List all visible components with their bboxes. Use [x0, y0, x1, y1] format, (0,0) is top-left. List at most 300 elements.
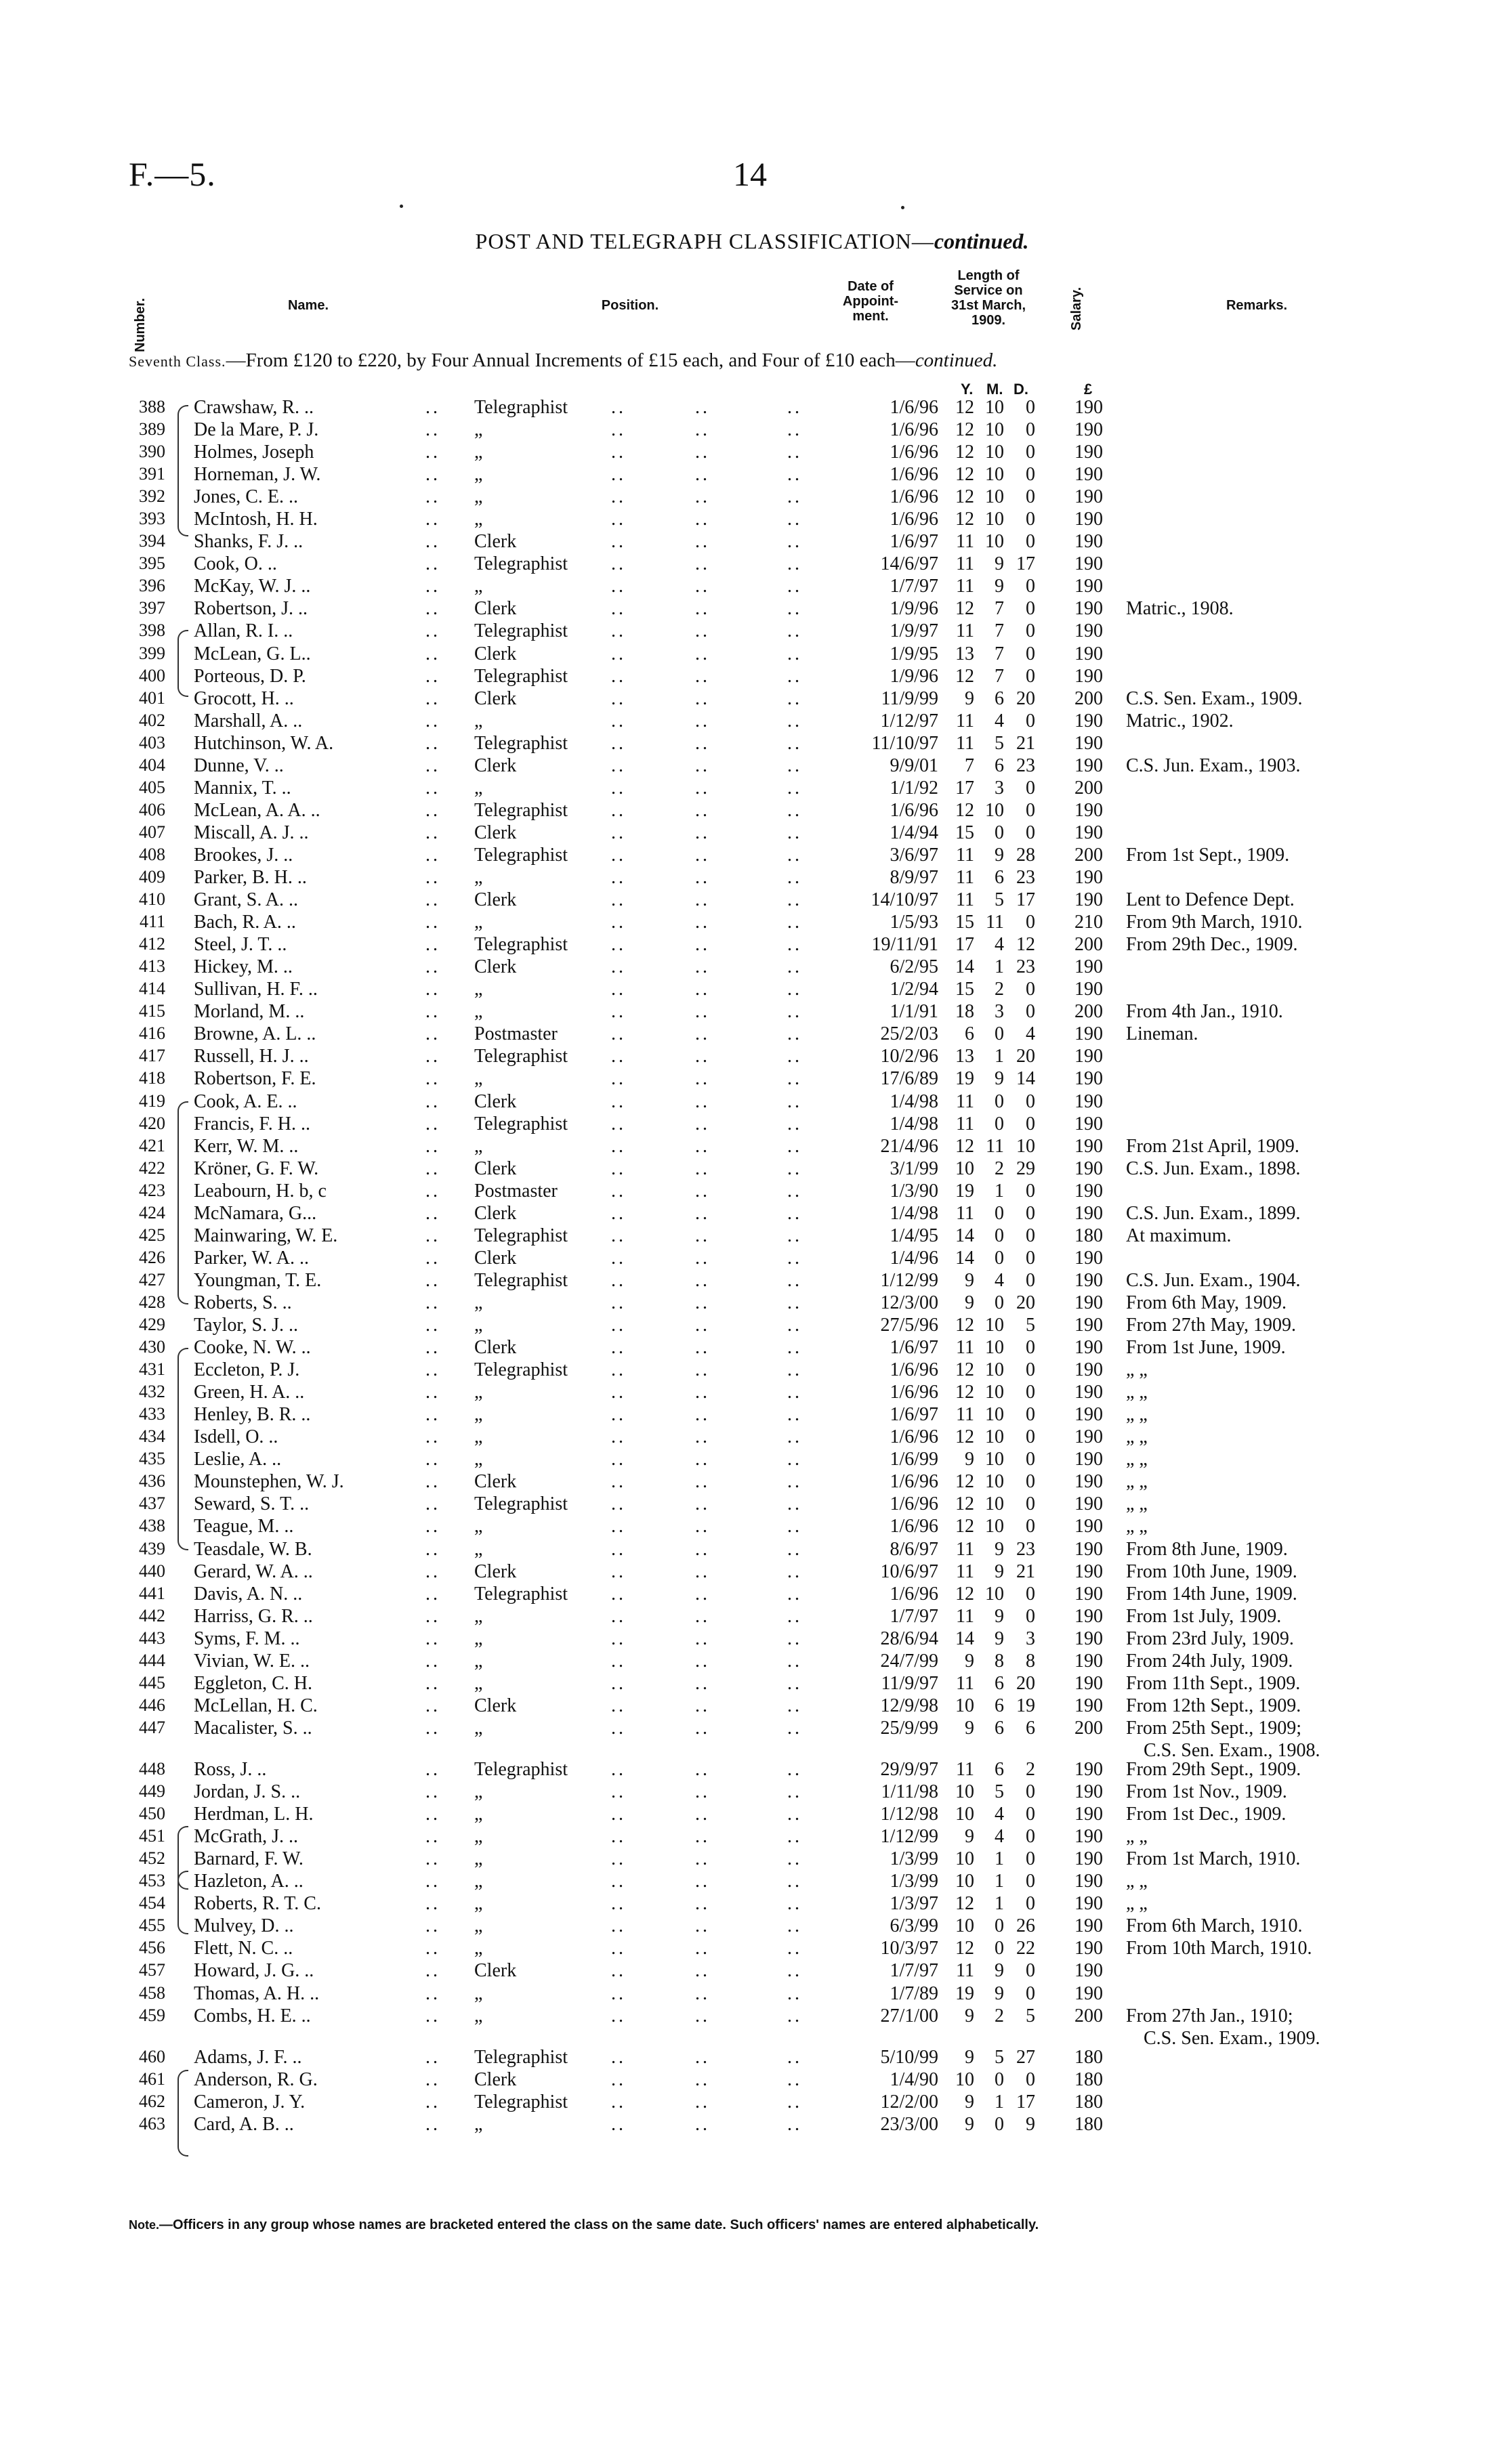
- service-days: 0: [1026, 620, 1035, 641]
- service-days: 0: [1026, 979, 1035, 1000]
- appointment-date: 11/9/97: [881, 1673, 938, 1694]
- leader-dots: ..: [695, 1561, 710, 1582]
- service-years: 9: [965, 1826, 974, 1847]
- position: „: [474, 1826, 483, 1847]
- service-days: 0: [1026, 1270, 1035, 1291]
- leader-dots: ..: [695, 2091, 710, 2112]
- leader-dots: ..: [425, 1584, 440, 1605]
- leader-dots: ..: [611, 1606, 626, 1627]
- table-row: [0, 643, 1504, 666]
- leader-dots: ..: [695, 397, 710, 418]
- service-months: 10: [985, 1315, 1004, 1336]
- leader-dots: ..: [425, 1960, 440, 1981]
- leader-dots: ..: [787, 688, 802, 709]
- salary: 190: [1074, 822, 1103, 843]
- row-number: 398: [139, 620, 165, 640]
- appointment-date: 1/4/98: [890, 1091, 938, 1112]
- service-days: 20: [1016, 688, 1035, 709]
- remarks: From 6th March, 1910.: [1126, 1915, 1303, 1936]
- leader-dots: ..: [787, 598, 802, 619]
- table-row: [0, 2005, 1504, 2028]
- salary: 200: [1074, 688, 1103, 709]
- leader-dots: ..: [787, 1426, 802, 1447]
- table-row: [0, 800, 1504, 822]
- officer-name: Seward, S. T. ..: [194, 1493, 310, 1514]
- column-header-position: Position.: [601, 298, 659, 313]
- row-number: 413: [139, 956, 165, 976]
- column-header-name: Name.: [287, 298, 329, 313]
- leader-dots: ..: [611, 710, 626, 731]
- table-row: [0, 1826, 1504, 1848]
- service-months: 10: [985, 1471, 1004, 1492]
- table-row: [0, 1628, 1504, 1651]
- appointment-date: 17/6/89: [880, 1068, 938, 1089]
- service-years: 12: [955, 419, 974, 440]
- officer-name: Cook, O. ..: [194, 553, 277, 574]
- service-years: 9: [965, 2091, 974, 2112]
- service-years: 17: [955, 934, 974, 955]
- service-months: 4: [995, 1804, 1004, 1825]
- appointment-date: 3/6/97: [890, 845, 938, 866]
- leader-dots: ..: [611, 2005, 626, 2026]
- appointment-date: 1/6/97: [890, 1337, 938, 1358]
- leader-dots: ..: [425, 1938, 440, 1959]
- remarks: From 10th March, 1910.: [1126, 1938, 1312, 1959]
- salary: 200: [1074, 1718, 1103, 1739]
- service-years: 14: [955, 1628, 974, 1649]
- leader-dots: ..: [695, 755, 710, 776]
- leader-dots: ..: [425, 576, 440, 597]
- appointment-date: 1/6/97: [890, 1404, 938, 1425]
- table-row: [0, 509, 1504, 531]
- title-continued: continued.: [934, 229, 1029, 253]
- appointment-date: 27/5/96: [880, 1315, 938, 1336]
- table-row: [0, 553, 1504, 576]
- leader-dots: ..: [425, 666, 440, 687]
- salary: 190: [1074, 1848, 1103, 1869]
- appointment-date: 1/4/95: [890, 1225, 938, 1246]
- service-months: 1: [995, 1871, 1004, 1892]
- row-number: 414: [139, 979, 165, 998]
- leader-dots: ..: [695, 1584, 710, 1605]
- leader-dots: ..: [611, 956, 626, 977]
- remarks: From 4th Jan., 1910.: [1126, 1001, 1283, 1022]
- table-row: [0, 2047, 1504, 2069]
- leader-dots: ..: [425, 956, 440, 977]
- salary: 190: [1074, 598, 1103, 619]
- service-days: 0: [1026, 1848, 1035, 1869]
- service-months: 3: [995, 778, 1004, 799]
- appointment-date: 14/6/97: [880, 553, 938, 574]
- leader-dots: ..: [787, 1404, 802, 1425]
- appointment-date: 1/3/99: [890, 1871, 938, 1892]
- row-number: 416: [139, 1023, 165, 1043]
- officer-name: Leslie, A. ..: [194, 1449, 282, 1470]
- remarks: From 1st Sept., 1909.: [1126, 845, 1290, 866]
- leader-dots: ..: [425, 889, 440, 910]
- leader-dots: ..: [611, 1848, 626, 1869]
- service-months: 10: [985, 419, 1004, 440]
- leader-dots: ..: [425, 1023, 440, 1044]
- position: Telegraphist: [474, 1493, 568, 1514]
- salary: 190: [1074, 1337, 1103, 1358]
- leader-dots: ..: [425, 1606, 440, 1627]
- position: Telegraphist: [474, 2047, 568, 2068]
- officer-name: Green, H. A. ..: [194, 1382, 305, 1403]
- leader-dots: ..: [425, 1759, 440, 1780]
- position: „: [474, 778, 483, 799]
- service-months: 9: [995, 576, 1004, 597]
- appointment-date: 25/2/03: [880, 1023, 938, 1044]
- service-years: 9: [965, 1718, 974, 1739]
- leader-dots: ..: [695, 1516, 710, 1537]
- table-row: [0, 1695, 1504, 1718]
- leader-dots: ..: [611, 2114, 626, 2135]
- remarks: From 1st March, 1910.: [1126, 1848, 1301, 1869]
- service-days: 20: [1016, 1673, 1035, 1694]
- leader-dots: ..: [787, 1826, 802, 1847]
- service-years: 12: [955, 1893, 974, 1914]
- salary: 190: [1074, 1046, 1103, 1067]
- leader-dots: ..: [787, 1893, 802, 1914]
- service-days: 0: [1026, 1359, 1035, 1380]
- service-years: 17: [955, 778, 974, 799]
- service-days: 20: [1016, 1292, 1035, 1313]
- remarks: Matric., 1902.: [1126, 710, 1234, 731]
- leader-dots: ..: [787, 1471, 802, 1492]
- officer-name: Gerard, W. A. ..: [194, 1561, 313, 1582]
- leader-dots: ..: [425, 688, 440, 709]
- salary: 190: [1074, 1270, 1103, 1291]
- leader-dots: ..: [425, 1561, 440, 1582]
- salary: 190: [1074, 1493, 1103, 1514]
- leader-dots: ..: [787, 1046, 802, 1067]
- remarks: „ „: [1126, 1404, 1148, 1425]
- leader-dots: ..: [611, 1382, 626, 1403]
- leader-dots: ..: [695, 1337, 710, 1358]
- service-days: 0: [1026, 1449, 1035, 1470]
- service-months: 7: [995, 666, 1004, 687]
- position: Telegraphist: [474, 845, 568, 866]
- leader-dots: ..: [611, 1091, 626, 1112]
- position: „: [474, 867, 483, 888]
- officer-name: Dunne, V. ..: [194, 755, 284, 776]
- leader-dots: ..: [787, 1804, 802, 1825]
- leader-dots: ..: [611, 576, 626, 597]
- print-speck: [400, 205, 403, 208]
- service-months: 6: [995, 1759, 1004, 1780]
- service-months: 10: [985, 1449, 1004, 1470]
- service-months: 10: [985, 1404, 1004, 1425]
- service-days: 29: [1016, 1158, 1035, 1179]
- row-number: 429: [139, 1315, 165, 1334]
- officer-name: Francis, F. H. ..: [194, 1113, 310, 1134]
- row-number: 392: [139, 486, 165, 506]
- leader-dots: ..: [611, 1136, 626, 1157]
- table-row: [0, 1181, 1504, 1203]
- table-row: [0, 1584, 1504, 1606]
- officer-name: Mannix, T. ..: [194, 778, 291, 799]
- officer-name: Robertson, F. E.: [194, 1068, 316, 1089]
- table-row: [0, 934, 1504, 956]
- service-months: 5: [995, 1781, 1004, 1802]
- officer-name: Roberts, R. T. C.: [194, 1893, 321, 1914]
- service-months: 1: [995, 1848, 1004, 1869]
- row-number: 454: [139, 1893, 165, 1913]
- appointment-date: 1/6/97: [890, 531, 938, 552]
- salary: 200: [1074, 778, 1103, 799]
- service-years: 19: [955, 1983, 974, 2004]
- leader-dots: ..: [695, 912, 710, 933]
- leader-dots: ..: [695, 620, 710, 641]
- salary: 190: [1074, 531, 1103, 552]
- unit-years: Y.: [961, 381, 974, 398]
- table-row: [0, 1203, 1504, 1225]
- leader-dots: ..: [611, 822, 626, 843]
- officer-name: Bach, R. A. ..: [194, 912, 296, 933]
- row-number: 407: [139, 822, 165, 842]
- officer-name: Flett, N. C. ..: [194, 1938, 293, 1959]
- officer-name: Roberts, S. ..: [194, 1292, 292, 1313]
- officer-name: Harriss, G. R. ..: [194, 1606, 313, 1627]
- salary: 190: [1074, 1983, 1103, 2004]
- leader-dots: ..: [425, 1315, 440, 1336]
- leader-dots: ..: [787, 2069, 802, 2090]
- leader-dots: ..: [787, 912, 802, 933]
- leader-dots: ..: [425, 464, 440, 485]
- date-header-line1: Date of: [848, 279, 894, 294]
- salary: 190: [1074, 1804, 1103, 1825]
- officer-name: Horneman, J. W.: [194, 464, 321, 485]
- leader-dots: ..: [695, 1938, 710, 1959]
- position: „: [474, 2005, 483, 2026]
- table-row: [0, 1382, 1504, 1404]
- leader-dots: ..: [695, 531, 710, 552]
- row-number: 453: [139, 1871, 165, 1890]
- leader-dots: ..: [787, 979, 802, 1000]
- row-number: 462: [139, 2091, 165, 2111]
- page-title: [0, 229, 1504, 254]
- remarks: „ „: [1126, 1382, 1148, 1403]
- leader-dots: ..: [611, 1068, 626, 1089]
- service-years: 19: [955, 1068, 974, 1089]
- row-number: 448: [139, 1759, 165, 1779]
- leader-dots: ..: [611, 1539, 626, 1560]
- service-days: 23: [1016, 1539, 1035, 1560]
- leader-dots: ..: [425, 1091, 440, 1112]
- appointment-date: 1/6/96: [890, 419, 938, 440]
- service-months: 9: [995, 1960, 1004, 1981]
- table-row: [0, 1516, 1504, 1538]
- salary: 190: [1074, 486, 1103, 507]
- service-days: 0: [1026, 1404, 1035, 1425]
- service-months: 10: [985, 1516, 1004, 1537]
- position: Telegraphist: [474, 620, 568, 641]
- service-years: 12: [955, 1938, 974, 1959]
- leader-dots: ..: [611, 1584, 626, 1605]
- service-months: 0: [995, 1915, 1004, 1936]
- row-number: 442: [139, 1606, 165, 1626]
- leader-dots: ..: [787, 1960, 802, 1981]
- leader-dots: ..: [425, 2091, 440, 2112]
- service-days: 0: [1026, 1113, 1035, 1134]
- service-days: 0: [1026, 778, 1035, 799]
- service-years: 11: [956, 1203, 974, 1224]
- group-bracket: [177, 405, 188, 536]
- leader-dots: ..: [787, 1695, 802, 1716]
- service-days: 0: [1026, 643, 1035, 664]
- service-days: 0: [1026, 1516, 1035, 1537]
- footnote-prefix: Note.: [129, 2218, 159, 2232]
- position: „: [474, 1915, 483, 1936]
- table-row: [0, 1960, 1504, 1982]
- officer-name: Eggleton, C. H.: [194, 1673, 312, 1694]
- officer-name: Vivian, W. E. ..: [194, 1651, 310, 1672]
- position: Telegraphist: [474, 800, 568, 821]
- salary: 190: [1074, 1673, 1103, 1694]
- leader-dots: ..: [611, 1781, 626, 1802]
- service-months: 0: [995, 1292, 1004, 1313]
- row-number: 415: [139, 1001, 165, 1021]
- table-row: [0, 397, 1504, 419]
- officer-name: Morland, M. ..: [194, 1001, 305, 1022]
- leader-dots: ..: [425, 2047, 440, 2068]
- leader-dots: ..: [695, 2005, 710, 2026]
- class-heading: [129, 349, 997, 372]
- officer-name: Hazleton, A. ..: [194, 1871, 304, 1892]
- leader-dots: ..: [695, 1673, 710, 1694]
- class-heading-continued: continued.: [915, 349, 998, 371]
- service-years: 11: [956, 1759, 974, 1780]
- leader-dots: ..: [611, 755, 626, 776]
- service-days: 2: [1026, 1759, 1035, 1780]
- officer-name: Allan, R. I. ..: [194, 620, 293, 641]
- leader-dots: ..: [425, 486, 440, 507]
- leader-dots: ..: [787, 1915, 802, 1936]
- service-years: 12: [955, 1516, 974, 1537]
- table-row: [0, 979, 1504, 1001]
- title-main: POST AND TELEGRAPH CLASSIFICATION—: [475, 229, 934, 253]
- officer-name: Ross, J. ..: [194, 1759, 267, 1780]
- leader-dots: ..: [787, 2047, 802, 2068]
- table-row: [0, 1983, 1504, 2005]
- remarks: C.S. Jun. Exam., 1898.: [1126, 1158, 1301, 1179]
- leader-dots: ..: [425, 1871, 440, 1892]
- leader-dots: ..: [611, 778, 626, 799]
- appointment-date: 1/7/89: [890, 1983, 938, 2004]
- officer-name: Cook, A. E. ..: [194, 1091, 297, 1112]
- table-row: [0, 1539, 1504, 1561]
- leader-dots: ..: [787, 1068, 802, 1089]
- leader-dots: ..: [425, 1270, 440, 1291]
- row-number: 402: [139, 710, 165, 730]
- appointment-date: 25/9/99: [880, 1718, 938, 1739]
- position: „: [474, 1136, 483, 1157]
- service-months: 0: [995, 1938, 1004, 1959]
- leader-dots: ..: [425, 1893, 440, 1914]
- service-days: 3: [1026, 1628, 1035, 1649]
- leader-dots: ..: [611, 1826, 626, 1847]
- remarks: From 9th March, 1910.: [1126, 912, 1303, 933]
- officer-name: Taylor, S. J. ..: [194, 1315, 299, 1336]
- appointment-date: 1/6/96: [890, 800, 938, 821]
- leader-dots: ..: [787, 553, 802, 574]
- service-months: 10: [985, 1426, 1004, 1447]
- leader-dots: ..: [425, 710, 440, 731]
- row-number: 411: [139, 912, 165, 931]
- leader-dots: ..: [695, 1471, 710, 1492]
- remarks-continuation: C.S. Sen. Exam., 1908.: [1144, 1740, 1320, 1761]
- service-years: 9: [965, 688, 974, 709]
- remarks: From 29th Dec., 1909.: [1126, 934, 1298, 955]
- salary: 190: [1074, 1359, 1103, 1380]
- row-number: 459: [139, 2005, 165, 2025]
- remarks: From 1st Dec., 1909.: [1126, 1804, 1287, 1825]
- leader-dots: ..: [611, 1516, 626, 1537]
- row-number: 446: [139, 1695, 165, 1715]
- position: Telegraphist: [474, 397, 568, 418]
- leader-dots: ..: [787, 1628, 802, 1649]
- leader-dots: ..: [695, 1759, 710, 1780]
- service-months: 9: [995, 1983, 1004, 2004]
- leader-dots: ..: [425, 1915, 440, 1936]
- service-months: 1: [995, 1046, 1004, 1067]
- position: „: [474, 1871, 483, 1892]
- row-number: 460: [139, 2047, 165, 2066]
- row-number: 395: [139, 553, 165, 573]
- row-number: 447: [139, 1718, 165, 1737]
- appointment-date: 27/1/00: [880, 2005, 938, 2026]
- service-days: 0: [1026, 1871, 1035, 1892]
- officer-name: Crawshaw, R. ..: [194, 397, 314, 418]
- row-number: 441: [139, 1584, 165, 1603]
- row-number: 433: [139, 1404, 165, 1424]
- length-header-line2: Service on: [954, 283, 1023, 298]
- position: „: [474, 1893, 483, 1914]
- appointment-date: 1/6/99: [890, 1449, 938, 1470]
- service-months: 1: [995, 1181, 1004, 1202]
- leader-dots: ..: [611, 1915, 626, 1936]
- leader-dots: ..: [425, 1673, 440, 1694]
- row-number: 431: [139, 1359, 165, 1379]
- appointment-date: 1/9/97: [890, 620, 938, 641]
- remarks: Lineman.: [1126, 1023, 1198, 1044]
- remarks: From 12th Sept., 1909.: [1126, 1695, 1301, 1716]
- leader-dots: ..: [787, 464, 802, 485]
- officer-name: Steel, J. T. ..: [194, 934, 287, 955]
- leader-dots: ..: [425, 1804, 440, 1825]
- service-months: 6: [995, 688, 1004, 709]
- leader-dots: ..: [695, 1315, 710, 1336]
- service-months: 7: [995, 643, 1004, 664]
- group-bracket: [177, 1871, 188, 1934]
- row-number: 458: [139, 1983, 165, 2003]
- service-days: 0: [1026, 531, 1035, 552]
- leader-dots: ..: [695, 822, 710, 843]
- leader-dots: ..: [425, 845, 440, 866]
- appointment-date: 1/11/98: [881, 1781, 938, 1802]
- row-number: 397: [139, 598, 165, 618]
- service-years: 12: [955, 509, 974, 530]
- salary: 190: [1074, 1651, 1103, 1672]
- service-days: 17: [1016, 2091, 1035, 2112]
- position: Clerk: [474, 956, 517, 977]
- salary: 190: [1074, 620, 1103, 641]
- appointment-date: 11/9/99: [881, 688, 938, 709]
- leader-dots: ..: [695, 1606, 710, 1627]
- leader-dots: ..: [425, 1068, 440, 1089]
- leader-dots: ..: [787, 1718, 802, 1739]
